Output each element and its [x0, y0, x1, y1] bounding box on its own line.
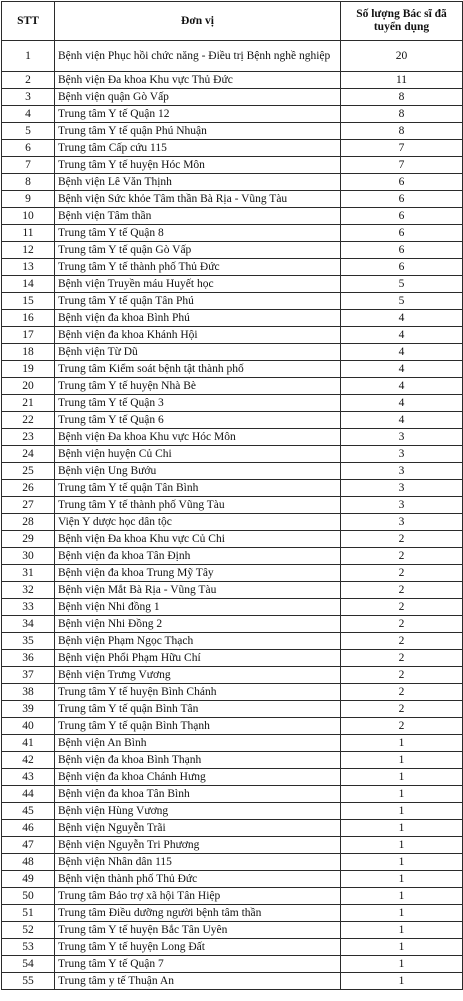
row-stt: 33	[2, 599, 55, 616]
row-unit-name: Bệnh viện đa khoa Khánh Hội	[55, 327, 341, 344]
row-stt: 25	[2, 463, 55, 480]
row-unit-name: Trung tâm Y tế huyện Bình Chánh	[55, 684, 341, 701]
row-unit-name: Trung tâm y tế Thuận An	[55, 973, 341, 990]
row-unit-name: Bệnh viện Tâm thần	[55, 208, 341, 225]
row-stt: 54	[2, 956, 55, 973]
row-stt: 11	[2, 225, 55, 242]
table-row	[2, 157, 463, 174]
table-row	[2, 531, 463, 548]
row-doctor-count: 1	[341, 820, 463, 837]
row-unit-name: Trung tâm Y tế huyện Nhà Bè	[55, 378, 341, 395]
row-stt: 2	[2, 72, 55, 89]
row-stt: 4	[2, 106, 55, 123]
row-unit-name: Trung tâm Y tế Quận 3	[55, 395, 341, 412]
row-unit-name: Bệnh viện đa khoa Bình Thạnh	[55, 752, 341, 769]
row-doctor-count: 2	[341, 582, 463, 599]
row-unit-name: Trung tâm Y tế quận Bình Tân	[55, 701, 341, 718]
row-doctor-count: 2	[341, 633, 463, 650]
row-stt: 22	[2, 412, 55, 429]
table-row	[2, 310, 463, 327]
table-row	[2, 752, 463, 769]
row-stt: 38	[2, 684, 55, 701]
row-stt: 47	[2, 837, 55, 854]
table-row	[2, 956, 463, 973]
row-doctor-count: 3	[341, 514, 463, 531]
table-row	[2, 361, 463, 378]
row-doctor-count: 6	[341, 225, 463, 242]
column-header-stt: STT	[2, 2, 55, 41]
row-doctor-count: 1	[341, 769, 463, 786]
row-doctor-count: 4	[341, 310, 463, 327]
row-unit-name: Bệnh viện Truyền máu Huyết học	[55, 276, 341, 293]
row-unit-name: Trung tâm Bảo trợ xã hội Tân Hiệp	[55, 888, 341, 905]
row-unit-name: Bệnh viện Từ Dũ	[55, 344, 341, 361]
table-row	[2, 735, 463, 752]
table-row	[2, 344, 463, 361]
row-unit-name: Bệnh viện Nhi đồng 1	[55, 599, 341, 616]
row-stt: 50	[2, 888, 55, 905]
table-row	[2, 123, 463, 140]
row-doctor-count: 2	[341, 616, 463, 633]
table-row	[2, 242, 463, 259]
row-stt: 53	[2, 939, 55, 956]
row-unit-name: Bệnh viện Nhân dân 115	[55, 854, 341, 871]
row-stt: 35	[2, 633, 55, 650]
table-row	[2, 174, 463, 191]
row-unit-name: Trung tâm Y tế quận Tân Phú	[55, 293, 341, 310]
row-doctor-count: 2	[341, 718, 463, 735]
row-doctor-count: 11	[341, 72, 463, 89]
table-row	[2, 888, 463, 905]
row-unit-name: Trung tâm Kiểm soát bệnh tật thành phố	[55, 361, 341, 378]
row-stt: 9	[2, 191, 55, 208]
table-row	[2, 718, 463, 735]
row-stt: 55	[2, 973, 55, 990]
row-stt: 15	[2, 293, 55, 310]
row-unit-name: Viện Y dược học dân tộc	[55, 514, 341, 531]
row-doctor-count: 4	[341, 344, 463, 361]
row-stt: 7	[2, 157, 55, 174]
row-doctor-count: 7	[341, 157, 463, 174]
table-row	[2, 633, 463, 650]
row-stt: 20	[2, 378, 55, 395]
row-unit-name: Bệnh viện Nguyễn Trãi	[55, 820, 341, 837]
row-doctor-count: 4	[341, 361, 463, 378]
row-unit-name: Bệnh viện Phục hồi chức năng - Điều trị Bệnh nghề nghiệp	[55, 41, 341, 72]
row-unit-name: Trung tâm Cấp cứu 115	[55, 140, 341, 157]
row-unit-name: Bệnh viện Phổi Phạm Hữu Chí	[55, 650, 341, 667]
row-doctor-count: 2	[341, 565, 463, 582]
row-stt: 31	[2, 565, 55, 582]
table-row	[2, 191, 463, 208]
row-doctor-count: 1	[341, 939, 463, 956]
row-unit-name: Bệnh viện Nhi Đồng 2	[55, 616, 341, 633]
row-stt: 42	[2, 752, 55, 769]
row-doctor-count: 6	[341, 191, 463, 208]
row-stt: 5	[2, 123, 55, 140]
row-unit-name: Bệnh viện An Bình	[55, 735, 341, 752]
row-stt: 10	[2, 208, 55, 225]
row-doctor-count: 1	[341, 922, 463, 939]
row-unit-name: Trung tâm Y tế huyện Long Đất	[55, 939, 341, 956]
row-stt: 12	[2, 242, 55, 259]
row-doctor-count: 3	[341, 463, 463, 480]
row-stt: 18	[2, 344, 55, 361]
row-stt: 16	[2, 310, 55, 327]
row-doctor-count: 6	[341, 208, 463, 225]
row-stt: 41	[2, 735, 55, 752]
row-stt: 49	[2, 871, 55, 888]
table-row	[2, 684, 463, 701]
row-unit-name: Trung tâm Y tế quận Gò Vấp	[55, 242, 341, 259]
row-unit-name: Trung tâm Y tế Quận 8	[55, 225, 341, 242]
row-unit-name: Trung tâm Y tế quận Phú Nhuận	[55, 123, 341, 140]
row-unit-name: Bệnh viện đa khoa Tân Bình	[55, 786, 341, 803]
table-row	[2, 905, 463, 922]
row-unit-name: Bệnh viện quận Gò Vấp	[55, 89, 341, 106]
row-unit-name: Trung tâm Y tế Quận 6	[55, 412, 341, 429]
table-row	[2, 599, 463, 616]
row-stt: 13	[2, 259, 55, 276]
row-doctor-count: 1	[341, 752, 463, 769]
table-row	[2, 276, 463, 293]
row-unit-name: Trung tâm Y tế quận Bình Thạnh	[55, 718, 341, 735]
table-row	[2, 497, 463, 514]
table-row	[2, 378, 463, 395]
table-row	[2, 225, 463, 242]
row-unit-name: Bệnh viện Ung Bướu	[55, 463, 341, 480]
row-unit-name: Trung tâm Y tế Quận 12	[55, 106, 341, 123]
row-stt: 37	[2, 667, 55, 684]
row-unit-name: Bệnh viện Đa khoa Khu vực Củ Chi	[55, 531, 341, 548]
row-stt: 32	[2, 582, 55, 599]
row-doctor-count: 1	[341, 905, 463, 922]
table-row	[2, 41, 463, 72]
table-row	[2, 412, 463, 429]
row-stt: 1	[2, 41, 55, 72]
row-doctor-count: 6	[341, 259, 463, 276]
row-stt: 29	[2, 531, 55, 548]
row-stt: 28	[2, 514, 55, 531]
table-row	[2, 820, 463, 837]
row-doctor-count: 20	[341, 41, 463, 72]
table-row	[2, 786, 463, 803]
table-row	[2, 769, 463, 786]
table-row	[2, 72, 463, 89]
row-doctor-count: 1	[341, 854, 463, 871]
row-doctor-count: 1	[341, 973, 463, 990]
row-unit-name: Bệnh viện đa khoa Trung Mỹ Tây	[55, 565, 341, 582]
row-unit-name: Bệnh viện đa khoa Bình Phú	[55, 310, 341, 327]
row-doctor-count: 2	[341, 667, 463, 684]
row-unit-name: Trung tâm Y tế thành phố Vũng Tàu	[55, 497, 341, 514]
row-stt: 43	[2, 769, 55, 786]
table-row	[2, 701, 463, 718]
row-stt: 52	[2, 922, 55, 939]
row-unit-name: Trung tâm Y tế huyện Bắc Tân Uyên	[55, 922, 341, 939]
row-doctor-count: 2	[341, 548, 463, 565]
table-row	[2, 650, 463, 667]
row-stt: 36	[2, 650, 55, 667]
row-stt: 30	[2, 548, 55, 565]
row-stt: 14	[2, 276, 55, 293]
row-doctor-count: 2	[341, 650, 463, 667]
row-doctor-count: 4	[341, 395, 463, 412]
row-doctor-count: 7	[341, 140, 463, 157]
row-doctor-count: 5	[341, 276, 463, 293]
recruitment-table	[1, 1, 463, 990]
row-stt: 45	[2, 803, 55, 820]
row-stt: 44	[2, 786, 55, 803]
row-unit-name: Trung tâm Y tế thành phố Thủ Đức	[55, 259, 341, 276]
table-row	[2, 667, 463, 684]
table-row	[2, 565, 463, 582]
row-stt: 17	[2, 327, 55, 344]
row-doctor-count: 5	[341, 293, 463, 310]
table-row	[2, 582, 463, 599]
table-row	[2, 208, 463, 225]
table-row	[2, 89, 463, 106]
table-row	[2, 140, 463, 157]
row-unit-name: Trung tâm Y tế quận Tân Bình	[55, 480, 341, 497]
table-row	[2, 973, 463, 990]
row-doctor-count: 6	[341, 174, 463, 191]
row-stt: 3	[2, 89, 55, 106]
column-header-unit: Đơn vị	[55, 2, 341, 41]
table-row	[2, 106, 463, 123]
table-row	[2, 327, 463, 344]
row-doctor-count: 8	[341, 123, 463, 140]
row-unit-name: Bệnh viện Mắt Bà Rịa - Vũng Tàu	[55, 582, 341, 599]
table-row	[2, 854, 463, 871]
table-row	[2, 293, 463, 310]
row-stt: 48	[2, 854, 55, 871]
row-stt: 24	[2, 446, 55, 463]
row-unit-name: Bệnh viện thành phố Thủ Đức	[55, 871, 341, 888]
row-unit-name: Bệnh viện Sức khỏe Tâm thần Bà Rịa - Vũng Tàu	[55, 191, 341, 208]
row-unit-name: Bệnh viện Đa khoa Khu vực Hóc Môn	[55, 429, 341, 446]
table-row	[2, 446, 463, 463]
table-row	[2, 463, 463, 480]
row-unit-name: Trung tâm Điều dưỡng người bệnh tâm thần	[55, 905, 341, 922]
row-stt: 51	[2, 905, 55, 922]
table-body	[2, 41, 463, 990]
row-unit-name: Bệnh viện đa khoa Chánh Hưng	[55, 769, 341, 786]
row-unit-name: Bệnh viện Lê Văn Thịnh	[55, 174, 341, 191]
table-row	[2, 480, 463, 497]
table-row	[2, 514, 463, 531]
row-doctor-count: 1	[341, 735, 463, 752]
row-unit-name: Bệnh viện Hùng Vương	[55, 803, 341, 820]
row-doctor-count: 4	[341, 327, 463, 344]
table-row	[2, 922, 463, 939]
row-unit-name: Bệnh viện Đa khoa Khu vực Thủ Đức	[55, 72, 341, 89]
row-stt: 6	[2, 140, 55, 157]
row-doctor-count: 2	[341, 684, 463, 701]
row-unit-name: Bệnh viện Phạm Ngọc Thạch	[55, 633, 341, 650]
table-row	[2, 429, 463, 446]
row-doctor-count: 3	[341, 429, 463, 446]
row-doctor-count: 6	[341, 242, 463, 259]
row-doctor-count: 1	[341, 956, 463, 973]
row-doctor-count: 1	[341, 786, 463, 803]
row-doctor-count: 3	[341, 497, 463, 514]
row-doctor-count: 1	[341, 888, 463, 905]
table-header-row	[2, 2, 463, 41]
row-stt: 27	[2, 497, 55, 514]
row-doctor-count: 8	[341, 89, 463, 106]
row-doctor-count: 4	[341, 412, 463, 429]
row-stt: 39	[2, 701, 55, 718]
table-row	[2, 803, 463, 820]
row-stt: 26	[2, 480, 55, 497]
row-doctor-count: 4	[341, 378, 463, 395]
row-doctor-count: 3	[341, 480, 463, 497]
row-stt: 19	[2, 361, 55, 378]
table-row	[2, 939, 463, 956]
row-stt: 8	[2, 174, 55, 191]
row-stt: 23	[2, 429, 55, 446]
row-unit-name: Bệnh viện Trưng Vương	[55, 667, 341, 684]
table-row	[2, 259, 463, 276]
table-row	[2, 616, 463, 633]
row-doctor-count: 2	[341, 531, 463, 548]
row-doctor-count: 1	[341, 871, 463, 888]
row-unit-name: Trung tâm Y tế Quận 7	[55, 956, 341, 973]
row-doctor-count: 2	[341, 701, 463, 718]
row-stt: 46	[2, 820, 55, 837]
table-row	[2, 395, 463, 412]
row-doctor-count: 8	[341, 106, 463, 123]
row-stt: 21	[2, 395, 55, 412]
row-doctor-count: 1	[341, 803, 463, 820]
row-doctor-count: 1	[341, 837, 463, 854]
column-header-count: Số lượng Bác sĩ đã tuyển dụng	[341, 2, 463, 41]
row-doctor-count: 3	[341, 446, 463, 463]
row-unit-name: Bệnh viện Nguyễn Tri Phương	[55, 837, 341, 854]
table-row	[2, 548, 463, 565]
table-row	[2, 837, 463, 854]
row-unit-name: Bệnh viện đa khoa Tân Định	[55, 548, 341, 565]
row-stt: 40	[2, 718, 55, 735]
row-unit-name: Bệnh viện huyện Củ Chi	[55, 446, 341, 463]
row-stt: 34	[2, 616, 55, 633]
table-row	[2, 871, 463, 888]
row-unit-name: Trung tâm Y tế huyện Hóc Môn	[55, 157, 341, 174]
row-doctor-count: 2	[341, 599, 463, 616]
